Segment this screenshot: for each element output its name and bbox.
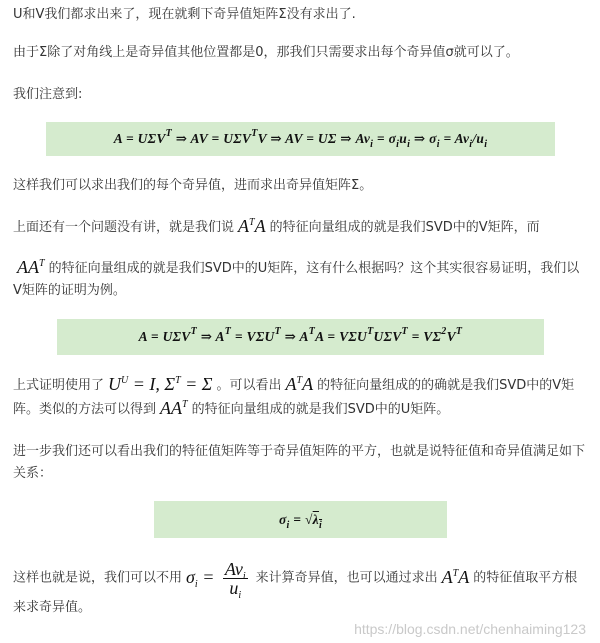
paragraph-compute-singular-values: 这样我们可以求出我们的每个奇异值，进而求出奇异值矩阵Σ。 [13,178,373,193]
paragraph-proof-part-4: 的特征向量组成的就是我们SVD中的U矩阵。 [191,402,450,417]
paragraph-eigen-relation: 进一步我们还可以看出我们的特征值矩阵等于奇异值矩阵的平方，也就是说特征值和奇异值满足如下关系： [13,444,586,481]
paragraph-question-part-1: 上面还有一个问题没有讲，就是我们说 [13,220,235,235]
paragraph-conclusion-part-1: 这样也就是说，我们可以不用 [13,570,183,586]
paragraph-question [13,215,588,239]
paragraph-proof-part-3: 的特征向量组成的的确就是我们SVD中的V矩阵。类似的方法可以得到 [13,378,575,417]
paragraph-conclusion [13,560,588,619]
math-ata: $A^TA$ [238,216,266,236]
paragraph-proof-part-2: 。可以看出 [216,378,282,393]
paragraph-notice: 我们注意到: [13,87,83,102]
math-ata-2: $A^TA$ [285,374,314,394]
formula-ata-proof-text: $A = U\Sigma V^T$ ⇒ $A^T = V\Sigma U^T$ ⇒ $A^TA = V\Sigma U^TU\Sigma V^T = V\Sigma^2V^T$ [138,326,463,344]
math-aat: $AA^T$ [17,257,45,277]
paragraph-conclusion-part-2: 来计算奇异值，也可以通过求出 [255,570,438,586]
paragraph-intro: U和V我们都求出来了，现在就剩下奇异值矩阵Σ没有求出了. [13,7,356,22]
watermark: https://blog.csdn.net/chenhaiming123 [354,621,586,637]
paragraph-aat [13,256,588,302]
math-ata-3: $A^TA$ [441,566,470,587]
paragraph-proof-explanation [13,373,588,421]
math-sigma-fraction: $\sigma_i$ = $\frac{Av_i}{u_i}$ [186,559,246,601]
formula-sigma-derivation [46,122,555,156]
formula-sigma-lambda-text: $\sigma_i = √\lambda_i$ [278,511,323,531]
math-identity: $U^U = I$, $\Sigma^T = \Sigma$ [108,374,213,394]
paragraph-proof-part-1: 上式证明使用了 [13,378,105,393]
paragraph-conclusion-part-3: 的特征值取平方根来求奇异值。 [13,570,578,615]
paragraph-sigma-diagonal: 由于Σ除了对角线上是奇异值其他位置都是0，那我们只需要求出每个奇异值σ就可以了。 [13,45,519,60]
paragraph-question-part-2: 的特征向量组成的就是我们SVD中的V矩阵，而 [269,220,540,235]
formula-sigma-derivation-text: $A = U\Sigma V^T$ ⇒ AV = $U\Sigma V^TV$ ⇒ AV = UΣ ⇒ $Av_i = \sigma_iu_i$ ⇒ $\sigma_i = Av_i/u_i$ [113,128,488,150]
math-aat-2: $AA^T$ [160,398,188,418]
paragraph-aat-text: 的特征向量组成的就是我们SVD中的U矩阵，这有什么根据吗？这个其实很容易证明，我们以V矩阵的证明为例。 [13,261,580,298]
formula-sigma-lambda [154,501,447,538]
formula-ata-proof [57,319,544,355]
